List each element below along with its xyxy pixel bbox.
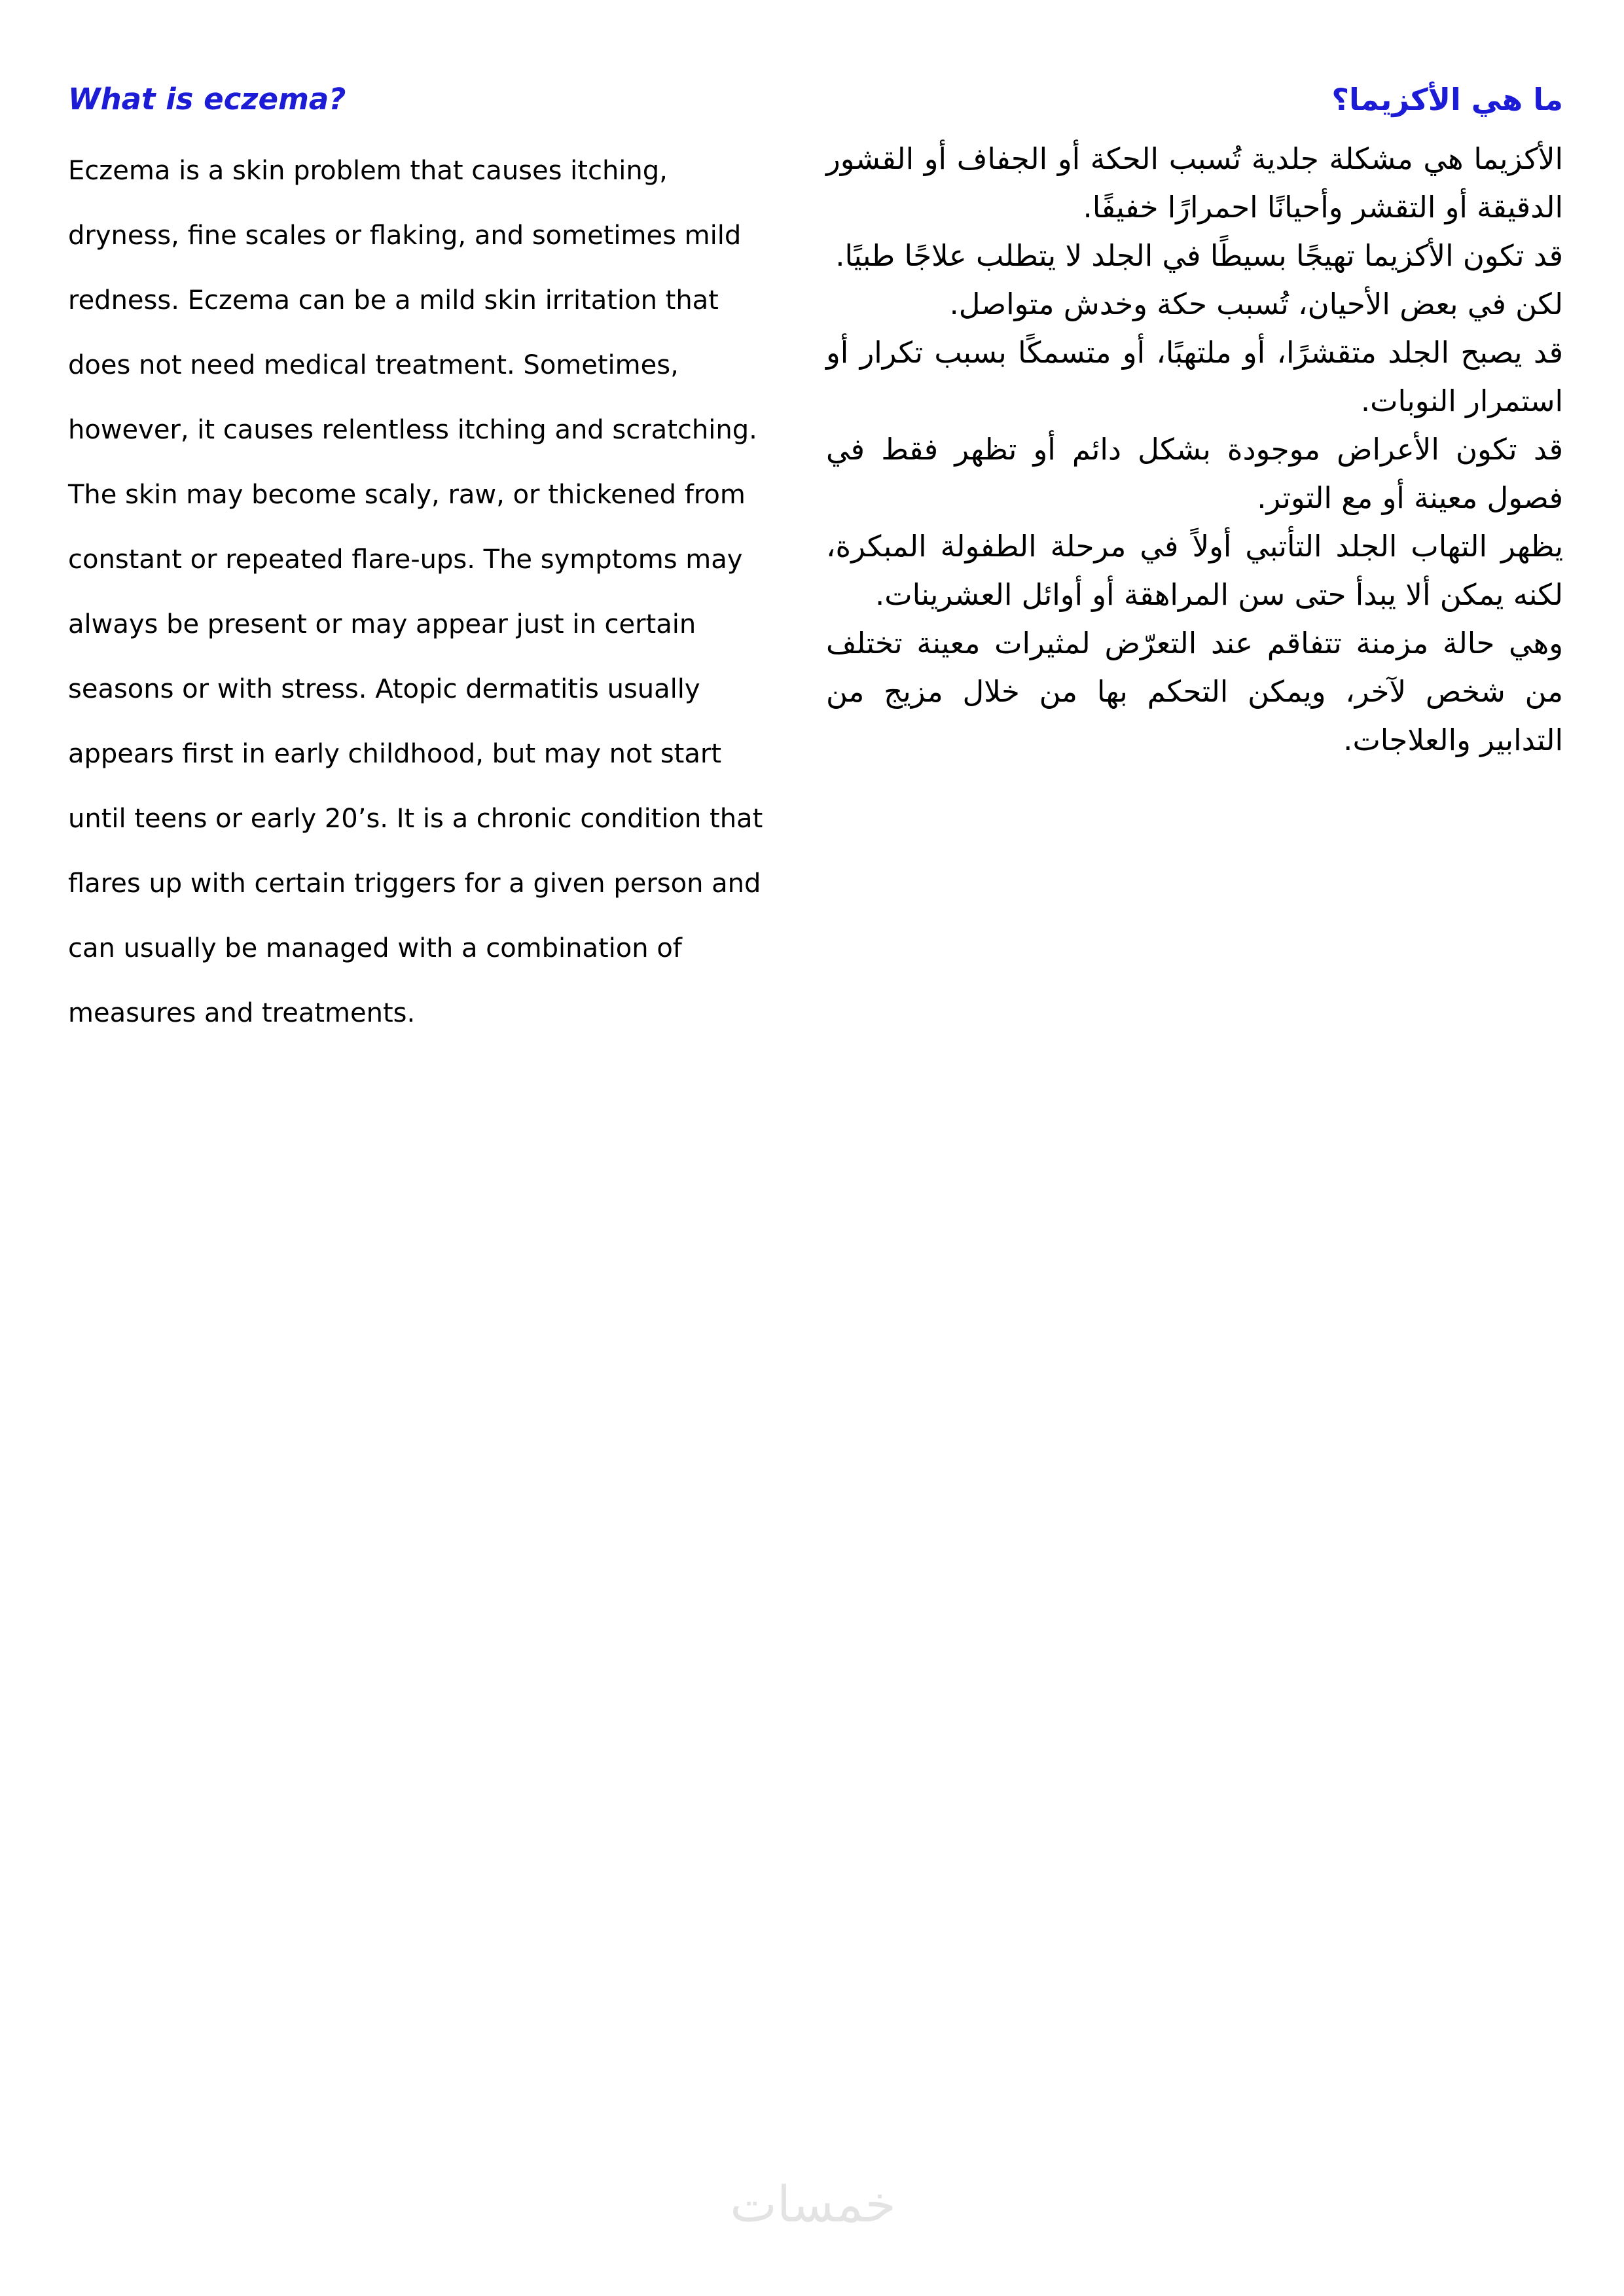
arabic-paragraph: لكن في بعض الأحيان، تُسبب حكة وخدش متواصل.: [949, 287, 1563, 321]
arabic-paragraph: وهي حالة مزمنة تتفاقم عند التعرّض لمثيرات معينة تختلف من شخص لآخر، ويمكن التحكم بها من خلال مزيج من التدابير والعلاجات.: [826, 626, 1563, 757]
english-column: [68, 73, 775, 1046]
arabic-paragraph: قد تكون الأعراض موجودة بشكل دائم أو تظهر فقط في فصول معينة أو مع التوتر.: [826, 432, 1563, 515]
english-body: Eczema is a skin problem that causes itching, dryness, fine scales or flaking, and sometimes mild redness. Eczema can be a mild skin irritation that does not need medical treatment. Sometimes, however, it causes relentless itching and scratching. The skin may become scaly, raw, or thickened from constant or repeated flare-ups. The symptoms may always be present or may appear just in certain seasons or with stress. Atopic dermatitis usually appears first in early childhood, but may not start until teens or early 20’s. It is a chronic condition that flares up with certain triggers for a given person and can usually be managed with a combination of measures and treatments.: [68, 156, 763, 1028]
arabic-column: [826, 73, 1563, 764]
arabic-paragraph: الأكزيما هي مشكلة جلدية تُسبب الحكة أو الجفاف أو القشور الدقيقة أو التقشر وأحيانًا احمرارًا خفيفًا.: [826, 141, 1563, 224]
arabic-heading: ما هي الأكزيما؟: [1331, 82, 1563, 117]
arabic-paragraph: يظهر التهاب الجلد التأتبي أولاً في مرحلة الطفولة المبكرة، لكنه يمكن ألا يبدأ حتى سن المراهقة أو أوائل العشرينات.: [826, 529, 1563, 612]
arabic-paragraph: قد تكون الأكزيما تهيجًا بسيطًا في الجلد لا يتطلب علاجًا طبيًا.: [835, 238, 1563, 273]
arabic-paragraph: قد يصبح الجلد متقشرًا، أو ملتهبًا، أو متسمكًا بسبب تكرار أو استمرار النوبات.: [826, 335, 1563, 418]
khamsat-watermark-logo: خمسات: [730, 2175, 896, 2233]
english-heading: What is eczema?: [68, 82, 346, 117]
